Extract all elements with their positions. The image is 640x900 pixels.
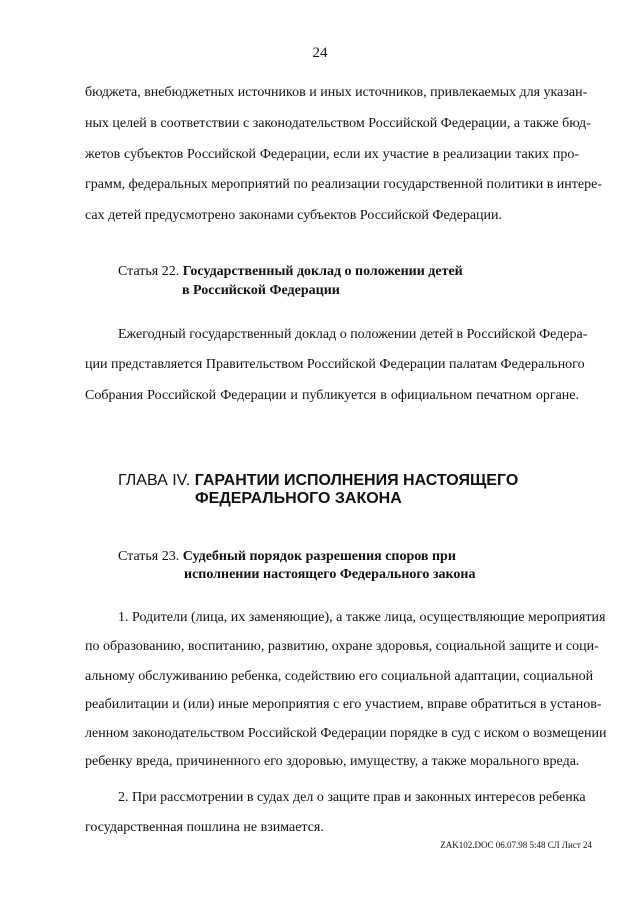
intro-line: жетов субъектов Российской Федерации, если их участие в реализации таких про- <box>85 147 579 162</box>
article-23-para1-line: 1. Родители (лица, их заменяющие), а также лица, осуществляющие мероприятия <box>118 610 606 625</box>
chapter-4-label: ГЛАВА IV. <box>118 472 191 489</box>
article-22-title-line2: в Российской Федерации <box>182 283 340 298</box>
article-22-body-line: Собрания Российской Федерации и публикуется в официальном печатном органе. <box>85 388 579 403</box>
article-22-title-line1: Государственный доклад о положении детей <box>182 264 463 279</box>
article-23-para1-line: по образованию, воспитанию, развитию, охране здоровья, социальной защите и соци- <box>85 639 599 654</box>
article-23-heading-cont <box>184 567 475 583</box>
page-number: 24 <box>312 45 328 61</box>
intro-line: сах детей предусмотрено законами субъектов Российской Федерации. <box>85 208 503 223</box>
article-23-para1-line: альному обслуживанию ребенка, содействию его социальной адаптации, социальной <box>85 669 594 684</box>
article-22-heading-cont <box>182 283 340 299</box>
article-23-para1-line: ребенку вреда, причиненного его здоровью, имуществу, а также морального вреда. <box>85 754 580 769</box>
article-23-para1-line: ленном законодательством Российской Федерации порядке в суд с иском о возмещении <box>85 726 607 741</box>
intro-line: ных целей в соответствии с законодательством Российской Федерации, а также бюд- <box>85 116 591 131</box>
article-22-body-line: Ежегодный государственный доклад о положении детей в Российской Федера- <box>118 327 588 342</box>
article-23-label: Статья 23. <box>118 549 180 564</box>
article-22-heading <box>118 264 463 280</box>
document-footer: ZAK102.DOC 06.07.98 5:48 СЛ Лист 24 <box>440 840 592 850</box>
intro-line: грамм, федеральных мероприятий по реализации государственной политики в интере- <box>85 177 603 192</box>
chapter-4-heading <box>118 472 518 490</box>
chapter-4-title-line2: ФЕДЕРАЛЬНОГО ЗАКОНА <box>195 490 402 507</box>
chapter-4-heading-cont <box>195 490 402 508</box>
article-23-heading <box>118 549 456 565</box>
article-23-title-line1: Судебный порядок разрешения споров при <box>182 549 456 564</box>
article-23-para2-line: 2. При рассмотрении в судах дел о защите прав и законных интересов ребенка <box>118 790 586 805</box>
chapter-4-title-line1: ГАРАНТИИ ИСПОЛНЕНИЯ НАСТОЯЩЕГО <box>194 472 519 489</box>
article-23-para2-line: государственная пошлина не взимается. <box>85 820 324 835</box>
article-23-para1-line: реабилитации и (или) иные мероприятия с его участием, вправе обратиться в установ- <box>85 697 602 712</box>
article-23-title-line2: исполнении настоящего Федерального закона <box>184 567 476 582</box>
intro-line: бюджета, внебюджетных источников и иных источников, привлекаемых для указан- <box>85 85 588 100</box>
article-22-label: Статья 22. <box>118 264 180 279</box>
article-22-body-line: ции представляется Правительством Российской Федерации палатам Федерального <box>85 357 585 372</box>
